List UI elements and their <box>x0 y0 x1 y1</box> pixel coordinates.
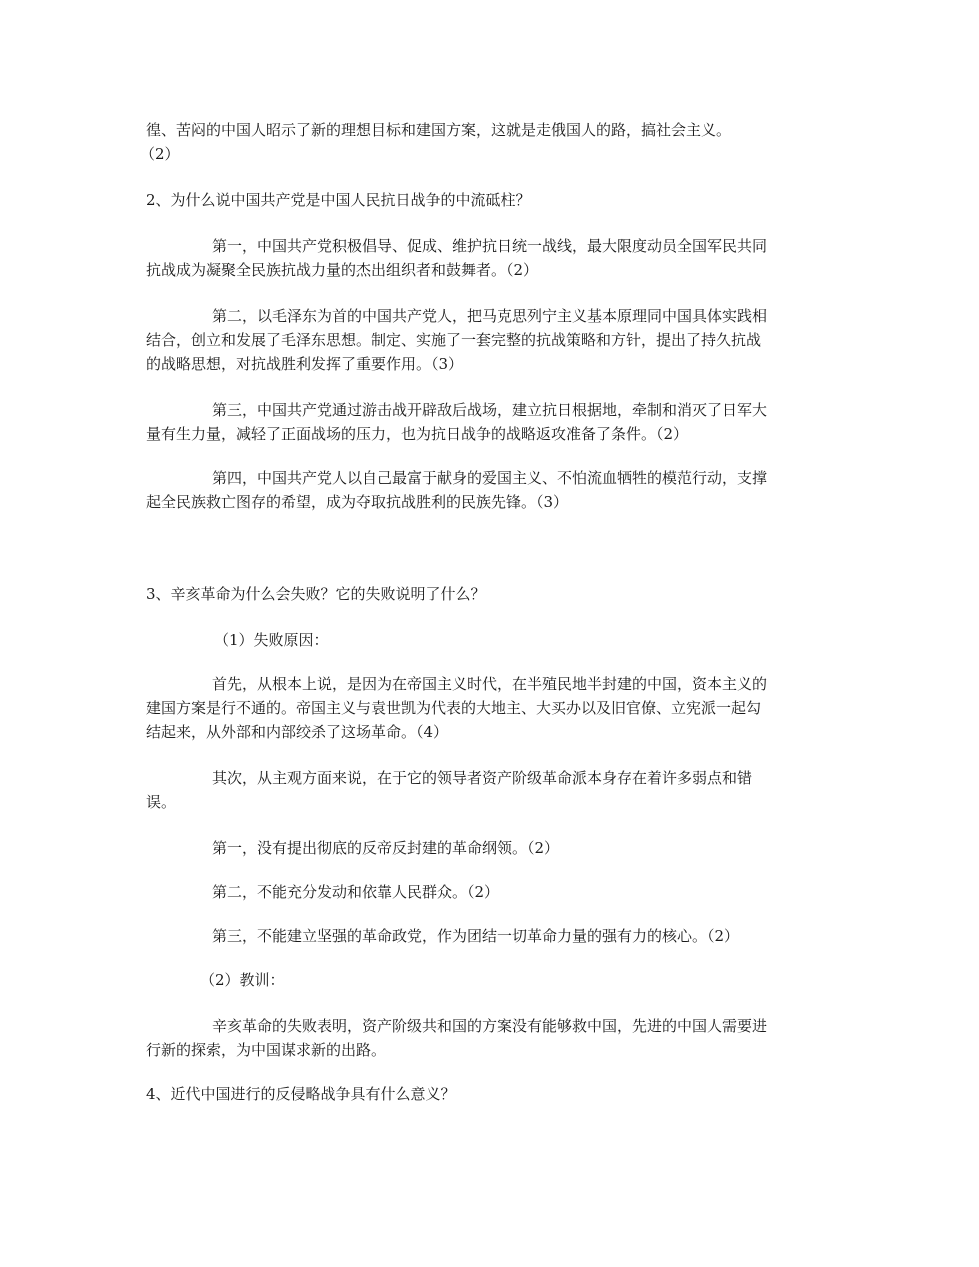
text-line: 首先，从根本上说，是因为在帝国主义时代，在半殖民地半封建的中国，资本主义的 <box>212 675 768 693</box>
text-line: 建国方案是行不通的。帝国主义与袁世凯为代表的大地主、大买办以及旧官僚、立宪派一起勾 <box>146 699 762 717</box>
question-heading: 3、辛亥革命为什么会失败？它的失败说明了什么？ <box>146 585 486 603</box>
text-line: 起全民族救亡图存的希望，成为夺取抗战胜利的民族先锋。（3） <box>146 493 569 511</box>
question-heading: 2、为什么说中国共产党是中国人民抗日战争的中流砥柱？ <box>146 191 531 209</box>
text-line: 第三，中国共产党通过游击战开辟敌后战场，建立抗日根据地，牵制和消灭了日军大 <box>212 401 768 419</box>
subheading: （1）失败原因： <box>214 631 329 649</box>
text-line: 第二，以毛泽东为首的中国共产党人，把马克思列宁主义基本原理同中国具体实践相 <box>212 307 768 325</box>
text-line: 抗战成为凝聚全民族抗战力量的杰出组织者和鼓舞者。（2） <box>146 261 539 279</box>
subheading: （2）教训： <box>200 971 285 989</box>
question-heading: 4、近代中国进行的反侵略战争具有什么意义？ <box>146 1085 456 1103</box>
text-line: （2） <box>140 145 180 163</box>
text-line: 其次，从主观方面来说，在于它的领导者资产阶级革命派本身存在着许多弱点和错 <box>212 769 753 787</box>
text-line: 第三，不能建立坚强的革命政党，作为团结一切革命力量的强有力的核心。（2） <box>212 927 740 945</box>
text-line: 量有生力量，减轻了正面战场的压力，也为抗日战争的战略返攻准备了条件。（2） <box>146 425 689 443</box>
text-line: 误。 <box>146 793 177 811</box>
text-line: 辛亥革命的失败表明，资产阶级共和国的方案没有能够救中国，先进的中国人需要进 <box>212 1017 768 1035</box>
text-line: 结合，创立和发展了毛泽东思想。制定、实施了一套完整的抗战策略和方针，提出了持久抗战 <box>146 331 762 349</box>
text-line: 第二，不能充分发动和依靠人民群众。（2） <box>212 883 500 901</box>
text-line: 徨、苦闷的中国人昭示了新的理想目标和建国方案，这就是走俄国人的路，搞社会主义。 <box>146 121 732 139</box>
text-line: 行新的探索，为中国谋求新的出路。 <box>146 1041 387 1059</box>
text-line: 第四，中国共产党人以自己最富于献身的爱国主义、不怕流血牺牲的模范行动，支撑 <box>212 469 768 487</box>
text-line: 结起来，从外部和内部绞杀了这场革命。（4） <box>146 723 449 741</box>
text-line: 第一，中国共产党积极倡导、促成、维护抗日统一战线，最大限度动员全国军民共同 <box>212 237 768 255</box>
text-line: 的战略思想，对抗战胜利发挥了重要作用。（3） <box>146 355 464 373</box>
text-line: 第一，没有提出彻底的反帝反封建的革命纲领。（2） <box>212 839 560 857</box>
